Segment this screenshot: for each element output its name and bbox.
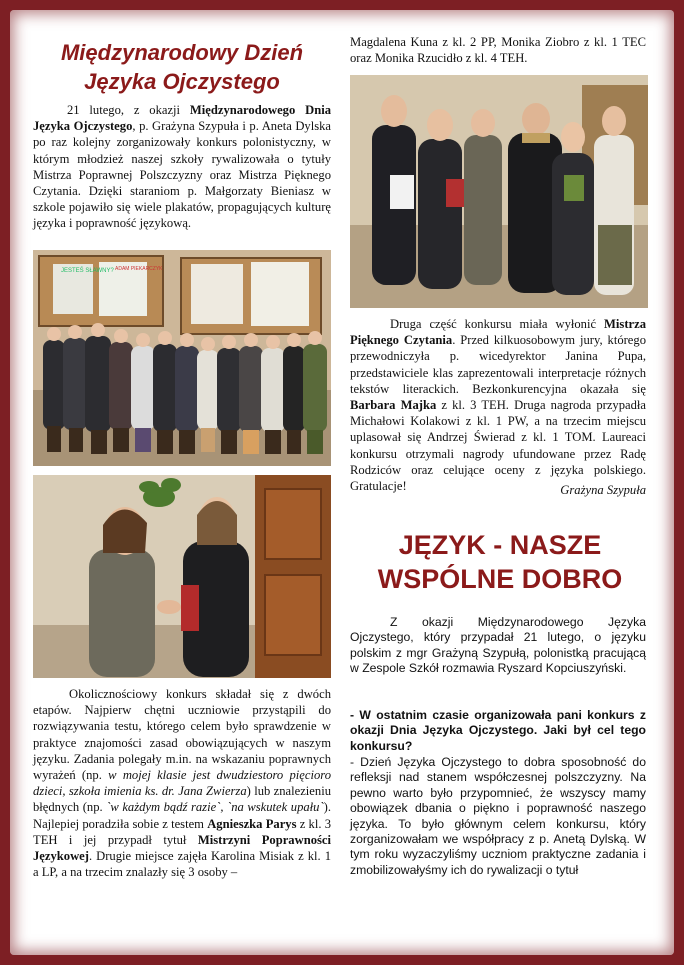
interview-question: - W ostatnim czasie organizowała pani konkurs z okazji Dnia Języka Ojczystego. Jaki był cel tego konkursu?	[350, 708, 646, 753]
poster1-text: JESTEŚ SŁAWNY?	[61, 268, 114, 274]
handshake-photo	[33, 475, 331, 678]
continuation-text: Magdalena Kuna z kl. 2 PP, Monika Ziobro z kl. 1 TEC oraz Monika Rzucidło z kl. 4 TEH.	[350, 35, 646, 66]
intro-paragraph: 21 lutego, z okazji Międzynarodowego Dnia Języka Ojczystego, p. Grażyna Szypuła i p. Aneta Dylska po raz kolejny zorganizowały konkurs polonistyczny, w którym młodzież naszej szkoły rywalizowała o tytuły Mistrza Poprawnej Polszczyzny oraz Mistrza Pięknego Czytania. Dzięki staraniom p. Małgorzaty Bieniasz w szkole pojawiło się wiele plakatów, propagujących kulturę języka i poprawność językową.	[33, 103, 332, 231]
interview-answer: - Dzień Języka Ojczystego to dobra sposobność do refleksji nad stanem współczesnej polszczyzny. Na pewno warto było przypomnieć, że wszyscy mamy obowiązek dbania o piękno i poprawność naszego języka. To było głównym celem konkursu, który zorganizowałam we współpracy z p. Anetą Dylską. W tym roku wyzaczyliśmy uczniom praktyczne zadania i zmobilizowałyśmy ich do rywalizacji o tytuł	[350, 755, 646, 877]
contest-paragraph: Okolicznościowy konkurs składał się z dwóch etapów. Najpierw chętni uczniowie przystąpili do rozwiązywania testu, którego celem było sprawdzenie w praktyce znajomości zasad obowiązujących w naszym języku. Zadania polegały m.in. na wskazaniu poprawnych wyrażeń (np. w mojej klasie jest dwudziestoro pięcioro dzieci, szkoła imienia ks. dr. Jana Zwierza) lub znalezieniu błędnych (np. `w każdym bądź razie`, `na wskutek upału`). Najlepiej poradziła sobie z testem Agnieszka Parys z kl. 3 TEH i jej przypadł tytuł Mistrzyni Poprawności Językowej. Drugie miejsce zajęła Karolina Misiak z kl. 1 a LP, a na trzecim znalazły się 3 osoby –	[33, 687, 331, 880]
article-title: Międzynarodowy Dzień Języka Ojczystego	[60, 40, 304, 94]
reading-paragraph: Druga część konkursu miała wyłonić Mistrza Pięknego Czytania. Przed kilkuosobowym jury, którego przewodniczyła p. wicedyrektor Janina Pupa, przedstawiciele klas zaprezentowali interpretacje różnych tekstów literackich. Bezkonkurencyjna okazała się Barbara Majka z kl. 3 TEH. Druga nagroda przypadła Michałowi Kolakowi z kl. 1 PW, a na trzecim miejscu uplasował się Andrzej Świerad z kl. 1 TOM. Laureaci konkursu otrzymali nagrody ufundowane przez Radę Rodziców oraz celujące oceny z języka polskiego. Gratulacje!	[350, 317, 646, 494]
interview-title: JĘZYK - NASZE WSPÓLNE DOBRO	[377, 530, 623, 594]
author-signature: Grażyna Szypuła	[560, 483, 646, 497]
interview-intro: Z okazji Międzynarodowego Języka Ojczystego, który przypadał 21 lutego, o języku polskim z mgr Grażyną Szypułą, polonistką pracującą w Zespole Szkół rozmawia Ryszard Kopciuszyński.	[350, 615, 646, 676]
newsletter-page	[10, 10, 674, 955]
laureates-photo	[350, 75, 648, 308]
group-photo	[33, 250, 331, 466]
poster2-text: ADAM PIEKARCZYK	[115, 266, 163, 272]
